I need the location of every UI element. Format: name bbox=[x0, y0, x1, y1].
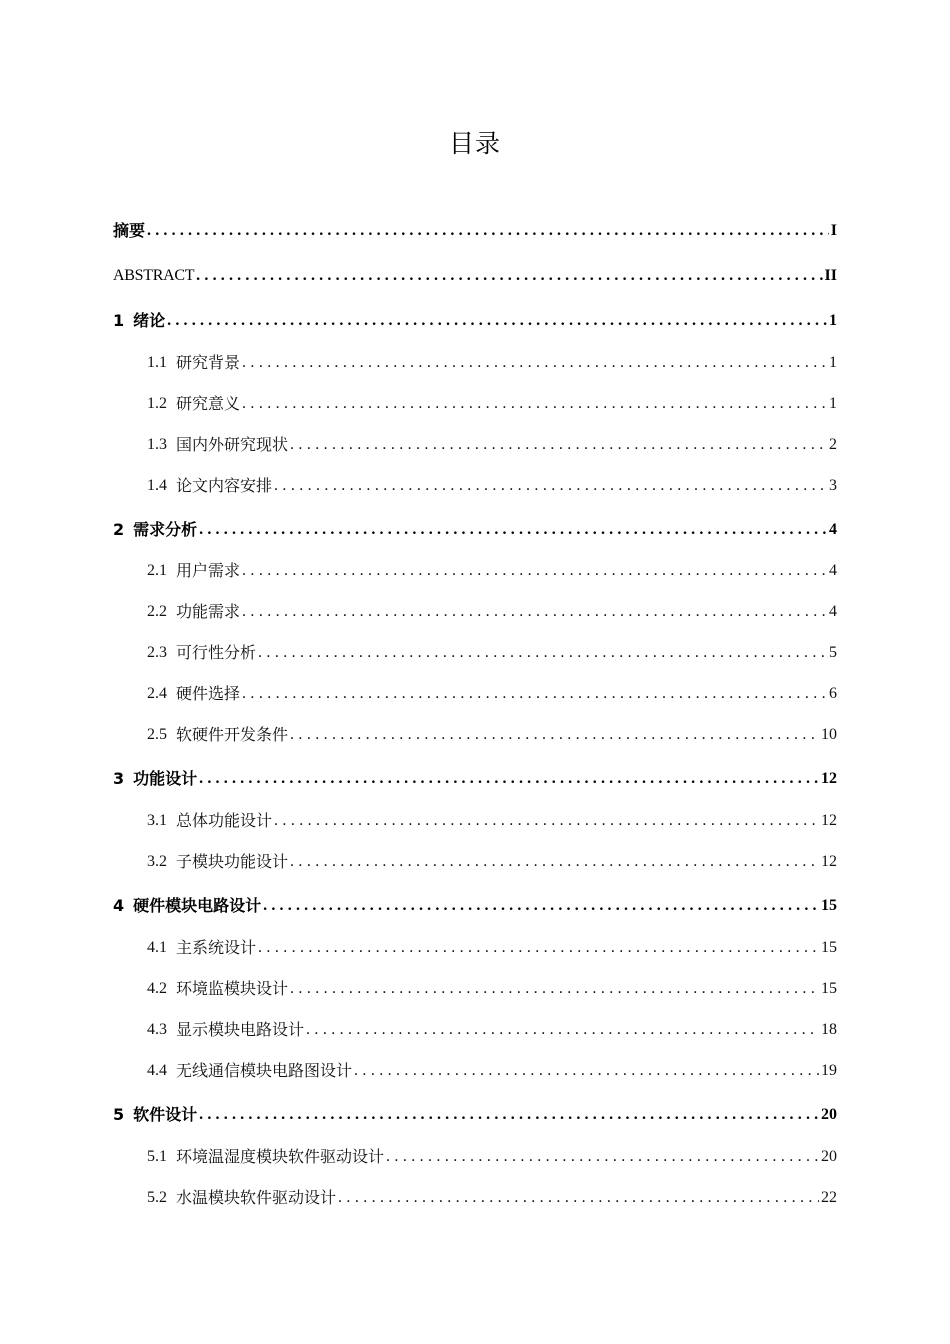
toc-entry-title: 国内外研究现状 bbox=[176, 435, 289, 454]
toc-entry[interactable] bbox=[113, 976, 837, 1000]
toc-entry[interactable] bbox=[113, 808, 837, 832]
toc-dot-leader bbox=[242, 352, 827, 374]
toc-entry-page-number: 12 bbox=[821, 853, 837, 870]
toc-entry-number: 1 bbox=[113, 311, 125, 330]
toc-entry-number: 2.4 bbox=[147, 685, 167, 702]
toc-entry-page-number: 6 bbox=[829, 685, 837, 702]
toc-dot-leader bbox=[386, 1146, 819, 1168]
toc-entry[interactable] bbox=[113, 1058, 837, 1082]
toc-entry-number: 2.1 bbox=[147, 562, 167, 579]
toc-entry-page-number: 15 bbox=[821, 939, 837, 956]
toc-entry-number: 5.2 bbox=[147, 1189, 167, 1206]
toc-entry-title: 总体功能设计 bbox=[176, 811, 273, 830]
toc-entry-page-number: II bbox=[824, 267, 837, 284]
toc-entry[interactable] bbox=[113, 935, 837, 959]
toc-entry[interactable] bbox=[113, 599, 837, 623]
toc-dot-leader bbox=[242, 393, 827, 415]
table-of-contents bbox=[113, 0, 837, 1344]
toc-entry-title: 可行性分析 bbox=[176, 643, 257, 662]
toc-entry-number: 5.1 bbox=[147, 1148, 167, 1165]
toc-entry-page-number: 4 bbox=[829, 562, 837, 579]
toc-entry-page-number: 10 bbox=[821, 726, 837, 743]
toc-dot-leader bbox=[242, 683, 827, 705]
toc-entry[interactable] bbox=[113, 391, 837, 415]
toc-entry-number: 4.3 bbox=[147, 1021, 167, 1038]
toc-entry-title: 研究背景 bbox=[176, 353, 241, 372]
toc-entry-page-number: 18 bbox=[821, 1021, 837, 1038]
toc-dot-leader bbox=[290, 851, 819, 873]
toc-entry-number: 4 bbox=[113, 896, 125, 915]
toc-entry-number: 3.2 bbox=[147, 853, 167, 870]
toc-entry-title: 无线通信模块电路图设计 bbox=[176, 1061, 353, 1080]
toc-entry-number: 1.2 bbox=[147, 395, 167, 412]
toc-entry-page-number: 19 bbox=[821, 1062, 837, 1079]
toc-entry-number: 4.1 bbox=[147, 939, 167, 956]
toc-entry-title: 研究意义 bbox=[176, 394, 241, 413]
toc-entry-title: 环境监模块设计 bbox=[176, 979, 289, 998]
toc-entry-page-number: 1 bbox=[829, 395, 837, 412]
toc-entry-title: ABSTRACT bbox=[113, 267, 195, 284]
toc-dot-leader bbox=[258, 937, 819, 959]
toc-entry-number: 2.3 bbox=[147, 644, 167, 661]
toc-entry-title: 用户需求 bbox=[176, 561, 241, 580]
toc-entry[interactable] bbox=[113, 517, 837, 541]
toc-entry-number: 3.1 bbox=[147, 812, 167, 829]
toc-dot-leader bbox=[167, 310, 827, 332]
toc-entry-page-number: 3 bbox=[829, 477, 837, 494]
toc-entry[interactable] bbox=[113, 558, 837, 582]
toc-entry-title: 主系统设计 bbox=[176, 938, 257, 957]
toc-dot-leader bbox=[199, 1104, 819, 1126]
toc-entry-number: 2.5 bbox=[147, 726, 167, 743]
toc-dot-leader bbox=[354, 1060, 819, 1082]
toc-entry-number: 2.2 bbox=[147, 603, 167, 620]
toc-entry[interactable] bbox=[113, 1144, 837, 1168]
toc-entry[interactable] bbox=[113, 308, 837, 332]
toc-entry-page-number: 12 bbox=[821, 770, 837, 787]
toc-entry-title: 绪论 bbox=[133, 311, 166, 330]
toc-entry-number: 5 bbox=[113, 1105, 125, 1124]
toc-entry-page-number: 20 bbox=[821, 1148, 837, 1165]
toc-entry-title: 摘要 bbox=[113, 221, 146, 240]
toc-entry-number: 1.3 bbox=[147, 436, 167, 453]
toc-entry[interactable] bbox=[113, 218, 837, 242]
toc-entry-number: 2 bbox=[113, 520, 125, 539]
toc-entry-title: 环境温湿度模块软件驱动设计 bbox=[176, 1147, 385, 1166]
toc-entry-title: 论文内容安排 bbox=[176, 476, 273, 495]
toc-entry-title: 水温模块软件驱动设计 bbox=[176, 1188, 337, 1207]
toc-entry-page-number: 15 bbox=[821, 980, 837, 997]
toc-entry-page-number: 4 bbox=[829, 521, 837, 538]
toc-dot-leader bbox=[199, 519, 827, 541]
toc-entry-page-number: 22 bbox=[821, 1189, 837, 1206]
toc-entry[interactable] bbox=[113, 1102, 837, 1126]
toc-dot-leader bbox=[199, 768, 819, 790]
toc-entry-number: 3 bbox=[113, 769, 125, 788]
toc-entry[interactable] bbox=[113, 893, 837, 917]
toc-entry-number: 4.2 bbox=[147, 980, 167, 997]
toc-entry[interactable] bbox=[113, 432, 837, 456]
toc-entry-title: 硬件模块电路设计 bbox=[133, 896, 262, 915]
toc-entry-title: 子模块功能设计 bbox=[176, 852, 289, 871]
toc-entry-page-number: 12 bbox=[821, 812, 837, 829]
toc-entry[interactable] bbox=[113, 640, 837, 664]
page-title: 目录 bbox=[448, 129, 501, 158]
toc-dot-leader bbox=[196, 265, 822, 287]
toc-entry-page-number: I bbox=[830, 222, 837, 239]
toc-entry-number: 1.4 bbox=[147, 477, 167, 494]
toc-entry-page-number: 1 bbox=[829, 354, 837, 371]
toc-entry-page-number: 5 bbox=[829, 644, 837, 661]
toc-entry-page-number: 20 bbox=[821, 1106, 837, 1123]
toc-entry-title: 硬件选择 bbox=[176, 684, 241, 703]
toc-entry-title: 功能需求 bbox=[176, 602, 241, 621]
toc-dot-leader bbox=[290, 434, 827, 456]
toc-entry[interactable] bbox=[113, 766, 837, 790]
toc-entry-title: 需求分析 bbox=[133, 520, 198, 539]
toc-dot-leader bbox=[274, 475, 827, 497]
toc-entry-title: 显示模块电路设计 bbox=[176, 1020, 305, 1039]
toc-dot-leader bbox=[290, 978, 819, 1000]
toc-entry[interactable] bbox=[113, 1185, 837, 1209]
toc-dot-leader bbox=[274, 810, 819, 832]
toc-entry[interactable] bbox=[113, 473, 837, 497]
toc-entry-title: 功能设计 bbox=[133, 769, 198, 788]
toc-entry[interactable] bbox=[113, 849, 837, 873]
toc-entry[interactable] bbox=[113, 1017, 837, 1041]
toc-dot-leader bbox=[306, 1019, 819, 1041]
toc-entry-page-number: 15 bbox=[821, 897, 837, 914]
toc-dot-leader bbox=[242, 560, 827, 582]
toc-entry-title: 软硬件开发条件 bbox=[176, 725, 289, 744]
toc-entry-title: 软件设计 bbox=[133, 1105, 198, 1124]
toc-entry[interactable] bbox=[113, 681, 837, 705]
toc-entry-page-number: 1 bbox=[829, 312, 837, 329]
toc-entry-number: 1.1 bbox=[147, 354, 167, 371]
toc-dot-leader bbox=[290, 724, 819, 746]
toc-entry-number: 4.4 bbox=[147, 1062, 167, 1079]
toc-dot-leader bbox=[147, 220, 829, 242]
toc-entry-page-number: 2 bbox=[829, 436, 837, 453]
toc-entry-page-number: 4 bbox=[829, 603, 837, 620]
toc-entry[interactable] bbox=[113, 263, 837, 287]
toc-dot-leader bbox=[242, 601, 827, 623]
toc-entry[interactable] bbox=[113, 722, 837, 746]
toc-dot-leader bbox=[338, 1187, 819, 1209]
toc-dot-leader bbox=[263, 895, 819, 917]
toc-dot-leader bbox=[258, 642, 827, 664]
toc-entry[interactable] bbox=[113, 350, 837, 374]
